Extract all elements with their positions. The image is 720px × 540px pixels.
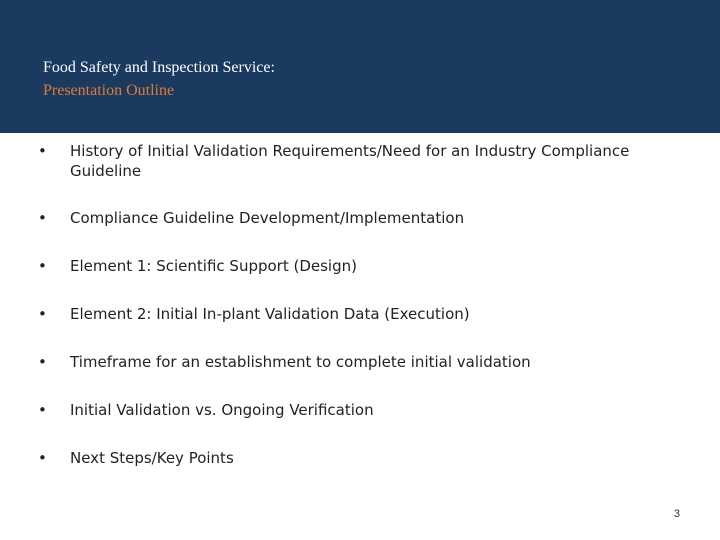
outline-item — [38, 141, 658, 181]
outline-item — [38, 304, 658, 324]
outline-item — [38, 352, 658, 372]
bullet-icon: • — [38, 209, 47, 227]
outline-item-text: History of Initial Validation Requirements/Need for an Industry Compliance Guideline — [70, 142, 630, 180]
outline-item-text: Initial Validation vs. Ongoing Verification — [70, 401, 374, 419]
outline-item-text: Timeframe for an establishment to complete initial validation — [70, 353, 531, 371]
bullet-icon: • — [38, 353, 47, 371]
page-number: 3 — [673, 508, 680, 520]
bullet-icon: • — [38, 305, 47, 323]
outline-item — [38, 400, 658, 420]
outline-item-text: Element 2: Initial In-plant Validation Data (Execution) — [70, 305, 470, 323]
bullet-icon: • — [38, 401, 47, 419]
outline-item-text: Element 1: Scientific Support (Design) — [70, 257, 357, 275]
slide-title: Food Safety and Inspection Service: — [43, 59, 275, 76]
outline-item-text: Next Steps/Key Points — [70, 449, 234, 467]
bullet-icon: • — [38, 257, 47, 275]
outline-item-text: Compliance Guideline Development/Implementation — [70, 209, 465, 227]
outline-item — [38, 448, 658, 468]
outline-item — [38, 208, 658, 228]
slide-subtitle: Presentation Outline — [43, 82, 175, 99]
bullet-icon: • — [38, 142, 47, 160]
bullet-icon: • — [38, 449, 47, 467]
outline-item — [38, 256, 658, 276]
